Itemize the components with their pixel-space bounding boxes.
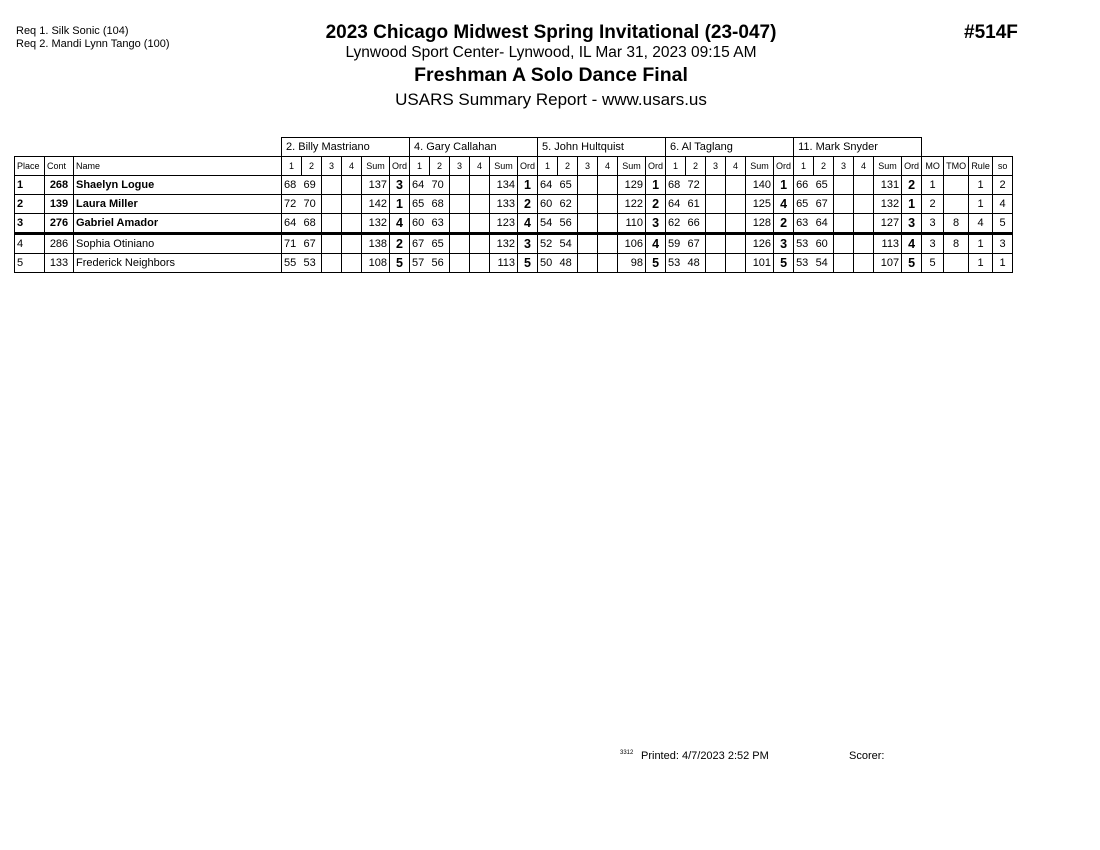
judge-name: 2. Billy Mastriano: [282, 138, 410, 157]
contestant-number: 139: [45, 195, 74, 214]
competition-title: 2023 Chicago Midwest Spring Invitational (23-047): [325, 22, 777, 43]
judge-ordinal: 1: [646, 176, 666, 195]
score-3: [322, 176, 342, 195]
score-sum: 138: [362, 234, 390, 254]
score-sum: 108: [362, 254, 390, 273]
judge-ordinal: 2: [390, 234, 410, 254]
col-sum: Sum: [362, 157, 390, 176]
score-sum: 134: [490, 176, 518, 195]
rule-cell: 1: [969, 195, 993, 214]
score-3: [706, 176, 726, 195]
majority-ordinal: 2: [922, 195, 944, 214]
col-score-2: 2: [814, 157, 834, 176]
score-1: 66: [794, 176, 814, 195]
judge-ordinal: 1: [518, 176, 538, 195]
score-sum: 123: [490, 214, 518, 234]
col-score-1: 1: [794, 157, 814, 176]
judge-ordinal: 1: [390, 195, 410, 214]
judge-name: 5. John Hultquist: [538, 138, 666, 157]
col-score-4: 4: [726, 157, 746, 176]
score-4: [470, 176, 490, 195]
score-3: [834, 214, 854, 234]
score-3: [706, 214, 726, 234]
score-4: [342, 254, 362, 273]
contestant-number: 276: [45, 214, 74, 234]
score-sum: 133: [490, 195, 518, 214]
judge-ordinal: 4: [646, 234, 666, 254]
score-1: 59: [666, 234, 686, 254]
score-sum: 132: [874, 195, 902, 214]
judge-ordinal: 3: [902, 214, 922, 234]
score-4: [342, 195, 362, 214]
score-1: 68: [282, 176, 302, 195]
score-1: 53: [794, 254, 814, 273]
skater-name: Laura Miller: [74, 195, 282, 214]
score-sum: 113: [490, 254, 518, 273]
table-row: [15, 234, 1013, 254]
total-majority-ordinal: 8: [944, 214, 969, 234]
score-sum: 142: [362, 195, 390, 214]
table-row: [15, 214, 1013, 234]
score-1: 65: [794, 195, 814, 214]
score-sum: 125: [746, 195, 774, 214]
col-score-3: 3: [450, 157, 470, 176]
so-cell: 2: [993, 176, 1013, 195]
col-score-4: 4: [342, 157, 362, 176]
score-2: 65: [430, 234, 450, 254]
judge-ordinal: 4: [774, 195, 794, 214]
score-4: [470, 254, 490, 273]
col-ord: Ord: [646, 157, 666, 176]
score-4: [598, 234, 618, 254]
score-4: [854, 234, 874, 254]
score-2: 67: [302, 234, 322, 254]
column-header-row: [15, 157, 1013, 176]
score-1: 60: [538, 195, 558, 214]
score-1: 64: [282, 214, 302, 234]
score-2: 54: [814, 254, 834, 273]
score-2: 53: [302, 254, 322, 273]
score-2: 48: [686, 254, 706, 273]
col-sum: Sum: [746, 157, 774, 176]
judges-header-row: [15, 138, 1013, 157]
score-sum: 122: [618, 195, 646, 214]
score-2: 64: [814, 214, 834, 234]
score-1: 54: [538, 214, 558, 234]
score-3: [450, 176, 470, 195]
so-cell: 3: [993, 234, 1013, 254]
judge-ordinal: 5: [518, 254, 538, 273]
col-score-1: 1: [410, 157, 430, 176]
printed-timestamp: Printed: 4/7/2023 2:52 PM: [641, 750, 769, 762]
score-3: [578, 195, 598, 214]
score-2: 62: [558, 195, 578, 214]
score-4: [598, 214, 618, 234]
score-4: [470, 234, 490, 254]
judge-ordinal: 5: [774, 254, 794, 273]
score-2: 68: [302, 214, 322, 234]
skater-name: Shaelyn Logue: [74, 176, 282, 195]
col-score-2: 2: [558, 157, 578, 176]
score-3: [578, 254, 598, 273]
majority-ordinal: 3: [922, 214, 944, 234]
score-sum: 101: [746, 254, 774, 273]
col-ord: Ord: [390, 157, 410, 176]
col-score-3: 3: [578, 157, 598, 176]
judge-ordinal: 1: [774, 176, 794, 195]
event-code: #514F: [964, 22, 1018, 43]
col-cont: Cont: [45, 157, 74, 176]
col-score-3: 3: [322, 157, 342, 176]
judge-ordinal: 4: [390, 214, 410, 234]
judges-header-spacer: [922, 138, 1013, 157]
contestant-number: 133: [45, 254, 74, 273]
place-cell: 1: [15, 176, 45, 195]
rule-cell: 1: [969, 234, 993, 254]
rule-cell: 1: [969, 176, 993, 195]
judge-name: 6. Al Taglang: [666, 138, 794, 157]
judge-ordinal: 4: [518, 214, 538, 234]
col-sum: Sum: [874, 157, 902, 176]
score-3: [706, 254, 726, 273]
score-sum: 98: [618, 254, 646, 273]
score-sum: 113: [874, 234, 902, 254]
score-2: 56: [558, 214, 578, 234]
score-sum: 106: [618, 234, 646, 254]
col-score-1: 1: [282, 157, 302, 176]
event-title: Freshman A Solo Dance Final: [414, 64, 688, 86]
score-4: [726, 214, 746, 234]
request-2: Req 2. Mandi Lynn Tango (100): [16, 38, 170, 50]
majority-ordinal: 5: [922, 254, 944, 273]
col-score-3: 3: [834, 157, 854, 176]
score-3: [706, 234, 726, 254]
score-2: 70: [302, 195, 322, 214]
score-sum: 127: [874, 214, 902, 234]
score-4: [342, 176, 362, 195]
score-1: 63: [794, 214, 814, 234]
skater-name: Gabriel Amador: [74, 214, 282, 234]
score-4: [598, 195, 618, 214]
score-2: 65: [558, 176, 578, 195]
judge-name: 11. Mark Snyder: [794, 138, 922, 157]
score-3: [834, 234, 854, 254]
col-score-4: 4: [854, 157, 874, 176]
score-1: 52: [538, 234, 558, 254]
col-mo: MO: [922, 157, 944, 176]
score-1: 60: [410, 214, 430, 234]
score-3: [450, 214, 470, 234]
score-1: 62: [666, 214, 686, 234]
col-score-4: 4: [470, 157, 490, 176]
score-2: 48: [558, 254, 578, 273]
score-2: 66: [686, 214, 706, 234]
col-score-2: 2: [686, 157, 706, 176]
score-2: 63: [430, 214, 450, 234]
score-3: [322, 254, 342, 273]
score-2: 60: [814, 234, 834, 254]
col-score-2: 2: [302, 157, 322, 176]
score-4: [854, 195, 874, 214]
score-3: [834, 176, 854, 195]
skater-name: Sophia Otiniano: [74, 234, 282, 254]
score-sum: 132: [362, 214, 390, 234]
col-place: Place: [15, 157, 45, 176]
table-row: [15, 254, 1013, 273]
score-4: [726, 234, 746, 254]
score-sum: 131: [874, 176, 902, 195]
score-1: 72: [282, 195, 302, 214]
score-4: [854, 254, 874, 273]
venue-line: Lynwood Sport Center- Lynwood, IL Mar 31, 2023 09:15 AM: [345, 44, 757, 61]
col-rule: Rule: [969, 157, 993, 176]
score-4: [470, 195, 490, 214]
score-3: [450, 195, 470, 214]
judge-ordinal: 5: [902, 254, 922, 273]
score-2: 69: [302, 176, 322, 195]
judge-ordinal: 2: [518, 195, 538, 214]
score-2: 70: [430, 176, 450, 195]
score-4: [598, 176, 618, 195]
score-1: 71: [282, 234, 302, 254]
rule-cell: 1: [969, 254, 993, 273]
score-3: [578, 176, 598, 195]
judge-ordinal: 3: [646, 214, 666, 234]
total-majority-ordinal: [944, 254, 969, 273]
judges-header-spacer: [15, 138, 282, 157]
contestant-number: 268: [45, 176, 74, 195]
score-sum: 129: [618, 176, 646, 195]
col-tmo: TMO: [944, 157, 969, 176]
score-3: [322, 234, 342, 254]
col-score-4: 4: [598, 157, 618, 176]
request-1: Req 1. Silk Sonic (104): [16, 25, 129, 37]
table-row: [15, 176, 1013, 195]
score-3: [578, 234, 598, 254]
score-4: [598, 254, 618, 273]
score-sum: 132: [490, 234, 518, 254]
col-ord: Ord: [774, 157, 794, 176]
score-1: 68: [666, 176, 686, 195]
score-2: 65: [814, 176, 834, 195]
sheet-code: 3312: [620, 750, 634, 756]
score-2: 72: [686, 176, 706, 195]
skater-name: Frederick Neighbors: [74, 254, 282, 273]
score-4: [726, 254, 746, 273]
score-1: 57: [410, 254, 430, 273]
place-cell: 2: [15, 195, 45, 214]
score-2: 61: [686, 195, 706, 214]
judge-ordinal: 2: [902, 176, 922, 195]
place-cell: 4: [15, 234, 45, 254]
score-sum: 107: [874, 254, 902, 273]
so-cell: 1: [993, 254, 1013, 273]
place-cell: 3: [15, 214, 45, 234]
judge-ordinal: 2: [774, 214, 794, 234]
score-1: 64: [410, 176, 430, 195]
judge-ordinal: 3: [518, 234, 538, 254]
score-4: [726, 176, 746, 195]
score-3: [450, 254, 470, 273]
col-name: Name: [74, 157, 282, 176]
judge-ordinal: 3: [774, 234, 794, 254]
so-cell: 5: [993, 214, 1013, 234]
col-score-1: 1: [538, 157, 558, 176]
judge-ordinal: 5: [390, 254, 410, 273]
score-sum: 140: [746, 176, 774, 195]
results-table: [14, 137, 1013, 273]
requests-list: [16, 25, 170, 51]
score-4: [342, 234, 362, 254]
score-3: [322, 195, 342, 214]
score-2: 54: [558, 234, 578, 254]
score-3: [706, 195, 726, 214]
score-3: [834, 254, 854, 273]
judge-ordinal: 4: [902, 234, 922, 254]
contestant-number: 286: [45, 234, 74, 254]
score-2: 56: [430, 254, 450, 273]
majority-ordinal: 3: [922, 234, 944, 254]
score-2: 67: [814, 195, 834, 214]
score-3: [578, 214, 598, 234]
score-4: [342, 214, 362, 234]
score-3: [834, 195, 854, 214]
col-score-2: 2: [430, 157, 450, 176]
judge-ordinal: 2: [646, 195, 666, 214]
score-1: 64: [538, 176, 558, 195]
score-2: 68: [430, 195, 450, 214]
score-3: [450, 234, 470, 254]
judge-name: 4. Gary Callahan: [410, 138, 538, 157]
score-sum: 128: [746, 214, 774, 234]
col-so: so: [993, 157, 1013, 176]
score-1: 67: [410, 234, 430, 254]
score-1: 53: [794, 234, 814, 254]
score-sum: 126: [746, 234, 774, 254]
col-score-3: 3: [706, 157, 726, 176]
score-1: 50: [538, 254, 558, 273]
place-cell: 5: [15, 254, 45, 273]
so-cell: 4: [993, 195, 1013, 214]
score-4: [726, 195, 746, 214]
col-sum: Sum: [490, 157, 518, 176]
scorer-label: Scorer:: [849, 750, 885, 762]
col-sum: Sum: [618, 157, 646, 176]
table-row: [15, 195, 1013, 214]
col-ord: Ord: [518, 157, 538, 176]
total-majority-ordinal: [944, 176, 969, 195]
score-4: [854, 176, 874, 195]
rule-cell: 4: [969, 214, 993, 234]
score-1: 53: [666, 254, 686, 273]
score-1: 55: [282, 254, 302, 273]
col-ord: Ord: [902, 157, 922, 176]
score-1: 65: [410, 195, 430, 214]
score-sum: 137: [362, 176, 390, 195]
judge-ordinal: 5: [646, 254, 666, 273]
judge-ordinal: 3: [390, 176, 410, 195]
total-majority-ordinal: 8: [944, 234, 969, 254]
score-1: 64: [666, 195, 686, 214]
score-4: [854, 214, 874, 234]
majority-ordinal: 1: [922, 176, 944, 195]
score-3: [322, 214, 342, 234]
total-majority-ordinal: [944, 195, 969, 214]
score-sum: 110: [618, 214, 646, 234]
score-2: 67: [686, 234, 706, 254]
score-4: [470, 214, 490, 234]
report-title: USARS Summary Report - www.usars.us: [395, 90, 707, 109]
col-score-1: 1: [666, 157, 686, 176]
judge-ordinal: 1: [902, 195, 922, 214]
